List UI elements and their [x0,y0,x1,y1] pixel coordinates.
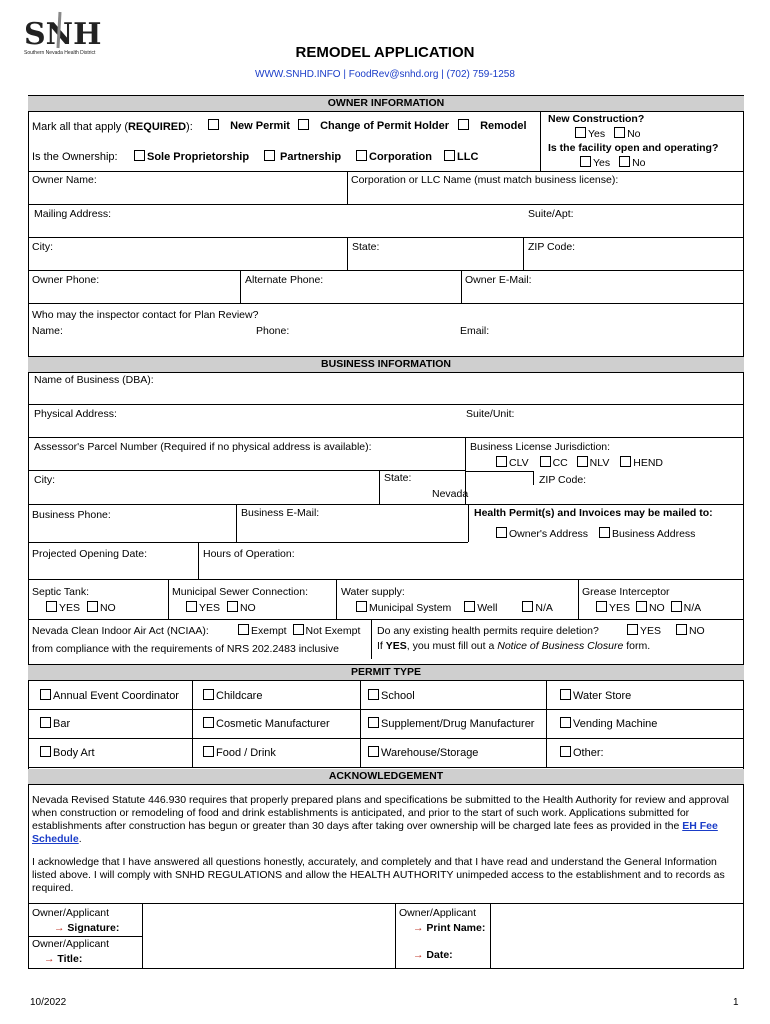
alt-phone-label[interactable]: Alternate Phone: [245,274,324,286]
business-state-value: Nevada [432,488,469,500]
nciaa-label: Nevada Clean Indoor Air Act (NCIAA): [32,625,209,637]
mailed-to-label: Health Permit(s) and Invoices may be mailed to: [474,507,713,519]
permit-checkbox[interactable] [560,746,571,757]
deletion-no-checkbox[interactable] [676,624,687,635]
print-name-label[interactable]: → Print Name: [413,922,486,934]
permit-school[interactable]: School [368,689,415,702]
permit-checkbox[interactable] [203,717,214,728]
permit-bar[interactable]: Bar [40,717,70,730]
deletion-yes-checkbox[interactable] [627,624,638,635]
nciaa-not-exempt-checkbox[interactable] [293,624,304,635]
new-construction-no-checkbox[interactable] [614,127,625,138]
ack-paragraph-2: I acknowledge that I have answered all questions honestly, accurately, and completely and that I have read and understand the General Information listed above. I will comply with SNHD REGULATIONS and allow the HEALTH AUTHORITY unimpeded access to the establishment and to records as required. [32,856,725,894]
permit-water-store[interactable]: Water Store [560,689,631,702]
dba-label[interactable]: Name of Business (DBA): [34,374,154,386]
grease-interceptor-label: Grease Interceptor [582,586,670,598]
print-owner-label: Owner/Applicant [399,907,477,919]
partnership-checkbox[interactable] [264,150,275,161]
signature-label[interactable]: → Signature: [54,922,120,934]
grease-na-checkbox[interactable] [671,601,682,612]
deletion-question: Do any existing health permits require deletion? [377,625,599,637]
inspector-contact-question: Who may the inspector contact for Plan Review? [32,309,259,321]
corp-name-label[interactable]: Corporation or LLC Name (must match business license): [351,174,619,186]
permit-checkbox[interactable] [560,717,571,728]
permit-section-title: PERMIT TYPE [350,666,421,678]
clv-checkbox[interactable] [496,456,507,467]
business-section-title: BUSINESS INFORMATION [321,358,451,370]
owner-email-label[interactable]: Owner E-Mail: [465,274,532,286]
arrow-right-icon: → [413,949,424,961]
nciaa-options[interactable]: Exempt Not Exempt [238,624,360,637]
permit-body-art[interactable]: Body Art [40,746,95,759]
mailing-address-label[interactable]: Mailing Address: [34,208,112,220]
remodel-checkbox[interactable] [458,119,469,130]
permit-cosmetic[interactable]: Cosmetic Manufacturer [203,717,330,730]
permit-checkbox[interactable] [368,717,379,728]
septic-label: Septic Tank: [32,586,90,598]
business-email-label[interactable]: Business E-Mail: [241,507,320,519]
permit-childcare[interactable]: Childcare [203,689,262,702]
permit-checkbox[interactable] [203,746,214,757]
parcel-number-label[interactable]: Assessor's Parcel Number (Required if no physical address is available): [34,441,372,453]
permit-other[interactable]: Other: [560,746,604,759]
business-zip-label[interactable]: ZIP Code: [539,474,587,486]
permit-checkbox[interactable] [368,746,379,757]
owner-name-label[interactable]: Owner Name: [32,174,97,186]
permit-checkbox[interactable] [560,689,571,700]
inspector-name-label[interactable]: Name: [32,325,63,337]
septic-yes-checkbox[interactable] [46,601,57,612]
septic-no-checkbox[interactable] [87,601,98,612]
owner-zip-label[interactable]: ZIP Code: [528,241,576,253]
hend-checkbox[interactable] [620,456,631,467]
ack-paragraph-1: Nevada Revised Statute 446.930 requires that properly prepared plans and specifications be submitted to the Health Authority for review and approval when construction or remodeling of food and drink establishments is anticipated, and prior to the start of such work. Applications submitted for establishments after construction has begun or greater than 30 days after taking over ownership will be charged late fees as provided in the EH Fee Schedule. [32,794,729,845]
ack-section-header [28,769,744,785]
sewer-yes-checkbox[interactable] [186,601,197,612]
sole-prop-checkbox[interactable] [134,150,145,161]
arrow-right-icon: → [413,922,424,934]
new-construction-question: New Construction? [548,113,645,125]
new-construction-answers[interactable]: Yes No [575,127,641,140]
mailed-to-options[interactable]: Owner's Address Business Address [496,527,695,540]
water-options[interactable]: Municipal System Well N/A [356,601,553,614]
nrs-compliance-text: from compliance with the requirements of NRS 202.2483 inclusive [32,643,339,655]
fee-schedule-link[interactable]: EH Fee Schedule [32,820,718,845]
owner-state-label[interactable]: State: [352,241,380,253]
permit-checkbox[interactable] [368,689,379,700]
footer-revision-date: 10/2022 [30,997,67,1008]
inspector-phone-label[interactable]: Phone: [256,325,290,337]
cc-checkbox[interactable] [540,456,551,467]
business-state-label[interactable]: State: [384,472,412,484]
new-permit-checkbox[interactable] [208,119,219,130]
permit-food-drink[interactable]: Food / Drink [203,746,276,759]
owner-section-header [28,96,744,112]
permit-checkbox[interactable] [203,689,214,700]
suite-unit-label[interactable]: Suite/Unit: [466,408,515,420]
business-section-header [28,356,744,373]
arrow-right-icon: → [54,922,65,934]
permit-warehouse[interactable]: Warehouse/Storage [368,746,478,759]
change-holder-option[interactable]: Change of Permit Holder [298,119,449,132]
owner-city-label[interactable]: City: [32,241,53,253]
remodel-option[interactable]: Remodel [458,119,527,132]
sewer-no-checkbox[interactable] [227,601,238,612]
ownership-label: Is the Ownership: [32,151,118,163]
date-label[interactable]: → Date: [413,949,453,961]
sewer-options[interactable]: YES NO [186,601,256,614]
permit-section-header [28,664,744,681]
contact-line[interactable]: WWW.SNHD.INFO | FoodRev@snhd.org | (702) 759-1258 [255,69,515,80]
septic-options[interactable]: YES NO [46,601,116,614]
physical-address-label[interactable]: Physical Address: [34,408,117,420]
permit-checkbox[interactable] [40,689,51,700]
new-construction-yes-checkbox[interactable] [575,127,586,138]
water-na-checkbox[interactable] [522,601,533,612]
change-holder-checkbox[interactable] [298,119,309,130]
deletion-options[interactable]: YES NO [627,624,705,637]
business-phone-label[interactable]: Business Phone: [32,509,111,521]
jurisdiction-options[interactable]: CLV CC NLV HEND [496,456,663,469]
page-title: REMODEL APPLICATION [295,44,475,61]
partnership-option[interactable]: Partnership [264,150,341,163]
permit-annual-event[interactable]: Annual Event Coordinator [40,689,179,702]
arrow-right-icon: → [44,953,55,965]
sewer-label: Municipal Sewer Connection: [172,586,308,598]
business-city-label[interactable]: City: [34,474,55,486]
grease-yes-checkbox[interactable] [596,601,607,612]
facility-open-yes-checkbox[interactable] [580,156,591,167]
nlv-checkbox[interactable] [577,456,588,467]
llc-option[interactable]: LLC [444,150,478,163]
water-supply-label: Water supply: [341,586,405,598]
signature-owner-label: Owner/Applicant [32,907,110,919]
logo-letters: SNH [24,17,102,52]
mark-all-label: Mark all that apply (REQUIRED): [32,121,193,133]
title-label[interactable]: → Title: [44,953,83,965]
owners-address-checkbox[interactable] [496,527,507,538]
logo-subtext: Southern Nevada Health District [24,50,96,56]
sole-prop-option[interactable]: Sole Proprietorship [134,150,249,163]
business-address-checkbox[interactable] [599,527,610,538]
grease-options[interactable]: YES NO N/A [596,601,701,614]
permit-supplement[interactable]: Supplement/Drug Manufacturer [368,717,534,730]
hours-label[interactable]: Hours of Operation: [203,548,295,560]
title-owner-label: Owner/Applicant [32,938,110,950]
inspector-email-label[interactable]: Email: [460,325,490,337]
opening-date-label[interactable]: Projected Opening Date: [32,548,147,560]
corporation-checkbox[interactable] [356,150,367,161]
corporation-option[interactable]: Corporation [356,150,432,163]
owner-phone-label[interactable]: Owner Phone: [32,274,100,286]
permit-vending[interactable]: Vending Machine [560,717,657,730]
license-jurisdiction-label: Business License Jurisdiction: [470,441,611,453]
ack-section-title: ACKNOWLEDGEMENT [328,770,444,782]
footer-page-number: 1 [733,997,739,1008]
nciaa-exempt-checkbox[interactable] [238,624,249,635]
municipal-system-checkbox[interactable] [356,601,367,612]
permit-checkbox[interactable] [40,746,51,757]
permit-checkbox[interactable] [40,717,51,728]
suite-apt-label[interactable]: Suite/Apt: [528,208,574,220]
facility-open-no-checkbox[interactable] [619,156,630,167]
facility-open-question: Is the facility open and operating? [548,142,719,154]
new-permit-option[interactable]: New Permit [208,119,290,132]
owner-section-title: OWNER INFORMATION [327,97,445,109]
llc-checkbox[interactable] [444,150,455,161]
facility-open-answers[interactable]: Yes No [580,156,646,169]
well-checkbox[interactable] [464,601,475,612]
grease-no-checkbox[interactable] [636,601,647,612]
closure-notice-text: If YES, you must fill out a Notice of Business Closure form. [377,640,651,652]
